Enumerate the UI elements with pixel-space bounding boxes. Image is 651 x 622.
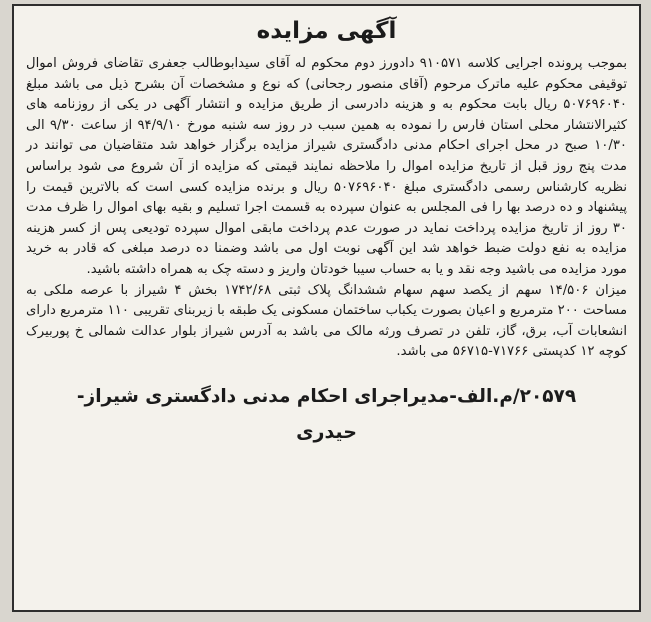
notice-footer-issuer: ۲۰۵۷۹/م.الف-مدیراجرای احکام مدنی دادگستری شیراز- [76,385,577,407]
notice-title: آگهی مزایده [256,18,397,44]
notice-paragraph-main: بموجب پرونده اجرایی کلاسه ۹۱۰۵۷۱ دادورز دوم محکوم له آقای سیدابوطالب جعفری تقاضای فروش اموال توقیفی محکوم علیه ماترک مرحوم (آقای منصور رجحانی) که نوع و مشخصات آن بشرح ذیل می باشد مبلغ ۵۰۷۶۹۶۰۴۰ ریال بابت محکوم به و هزینه دادرسی از طریق مزایده و انتشار آگهی در یکی از روزنامه های کثیرالانتشار محلی استان فارس را نموده به همین سبب در روز سه شنبه مورخ ۹۴/۹/۱۰ از ساعت ۹/۳۰ الی ۱۰/۳۰ صبح در محل اجرای احکام مدنی دادگستری شیراز مزایده برگزار خواهد شد متقاضیان می توانند در مدت پنج روز قبل از تاریخ مزایده اموال را ملاحظه نمایند قیمتی که مزایده از آن شروع می شود براساس نظریه کارشناس رسمی دادگستری مبلغ ۵۰۷۶۹۶۰۴۰ ریال و برنده مزایده کسی است که بالاترین قیمت را پیشنهاد و ده درصد بها را فی المجلس به عنوان سپرده به قسمت اجرا تسلیم و بقیه بهای اموال را ظرف مدت ۳۰ روز از تاریخ مزایده پرداخت نماید در صورت عدم پرداخت مابقی اموال سپرده تودیعی پس از کسر هزینه مزایده به نفع دولت ضبط خواهد شد این آگهی نوبت اول می باشد وضمنا ده درصد مبلغی که قادر به خرید مورد مزایده می باشید وجه نقد و یا به حساب سیبا خودتان واریز و دسته چک به همراه داشته باشید. [26,56,628,277]
notice-paragraph-property: میزان ۱۴/۵۰۶ سهم از یکصد سهم سهام ششدانگ پلاک ثبتی ۱۷۴۲/۶۸ بخش ۴ شیراز با عرصه ملکی به مساحت ۲۰۰ مترمربع و اعیان بصورت یکباب ساختمان مسکونی یک طبقه با زیربنای تقریبی ۱۱۰ مترمربع دارای انشعابات آب، برق، گاز، تلفن در تصرف ورثه مالک می باشد به آدرس شیراز بلوار عدالت شمالی خ پوربیرک کوچه ۱۲ کدپستی ۷۱۷۶۶-۵۶۷۱۵ می باشد. [26,282,628,360]
auction-notice [12,4,641,612]
notice-signature-name: حیدری [296,420,357,443]
notice-body [26,54,627,363]
